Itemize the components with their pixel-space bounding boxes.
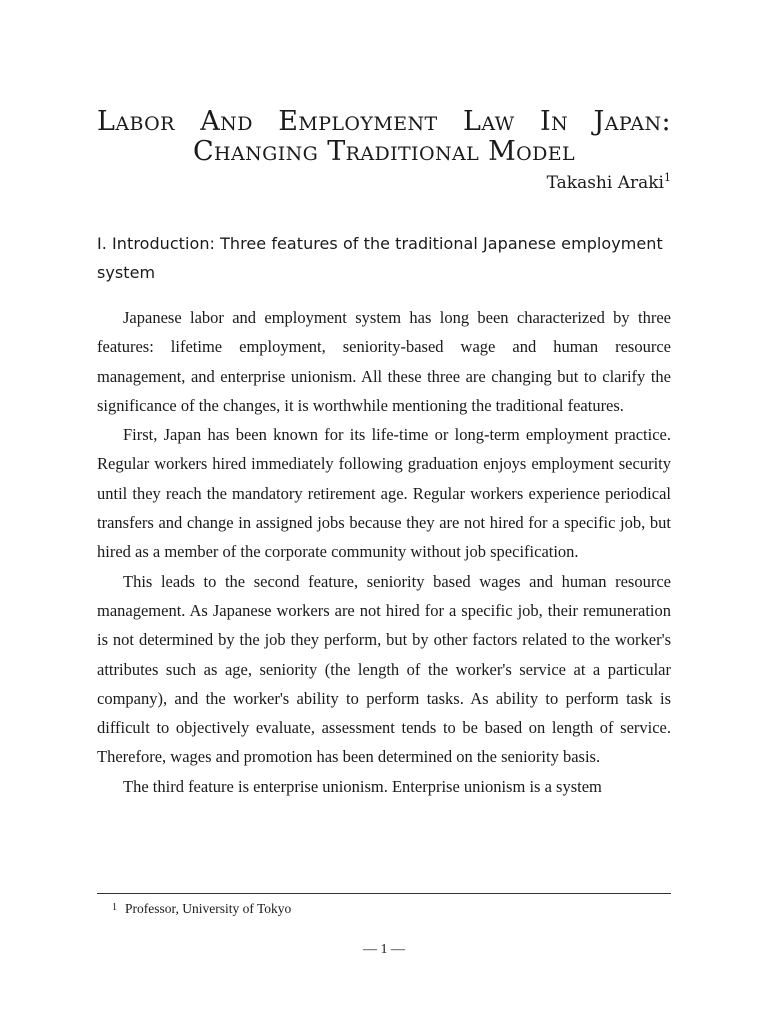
footnote-mark: 1 bbox=[112, 902, 117, 913]
author-footnote-mark: 1 bbox=[664, 171, 671, 184]
page-number: — 1 — bbox=[363, 942, 405, 957]
footnote bbox=[112, 898, 291, 919]
section-heading: I. Introduction: Three features of the traditional Japanese employment system bbox=[97, 234, 663, 282]
author-name: Takashi Araki bbox=[546, 173, 664, 193]
paper-title-line-1: Labor And Employment Law In Japan: bbox=[97, 106, 671, 137]
author-line bbox=[547, 171, 671, 195]
footnote-text: Professor, University of Tokyo bbox=[125, 901, 292, 916]
footnote-divider bbox=[97, 893, 671, 894]
paper-title-line-2: Changing Traditional Model bbox=[192, 136, 576, 167]
paragraph: This leads to the second feature, seniority based wages and human resource management. As Japanese workers are not hired for a specific job, their remuneration is not determined by the job they perform, but by other factors related to the worker's attributes such as age, seniority (the length of the worker's service at a particular company), and the worker's ability to perform tasks. As ability to perform task is difficult to objectively evaluate, assessment tends to be based on length of service. Therefore, wages and promotion has been determined on the seniority basis. bbox=[97, 571, 671, 767]
paragraph: The third feature is enterprise unionism. Enterprise unionism is a system bbox=[123, 776, 602, 796]
paragraph: First, Japan has been known for its life-time or long-term employment practice. Regular workers hired immediately following graduation enjoys employment security until they reach the mandatory retirement age. Regular workers experience periodical transfers and change in assigned jobs because they are not hired for a specific job, but hired as a member of the corporate community without job specification. bbox=[97, 425, 671, 562]
paragraph: Japanese labor and employment system has long been characterized by three features: lifetime employment, seniority-based wage and human resource management, and enterprise unionism. All these three are changing but to clarify the significance of the changes, it is worthwhile mentioning the traditional features. bbox=[97, 308, 671, 415]
body-text bbox=[97, 303, 671, 801]
